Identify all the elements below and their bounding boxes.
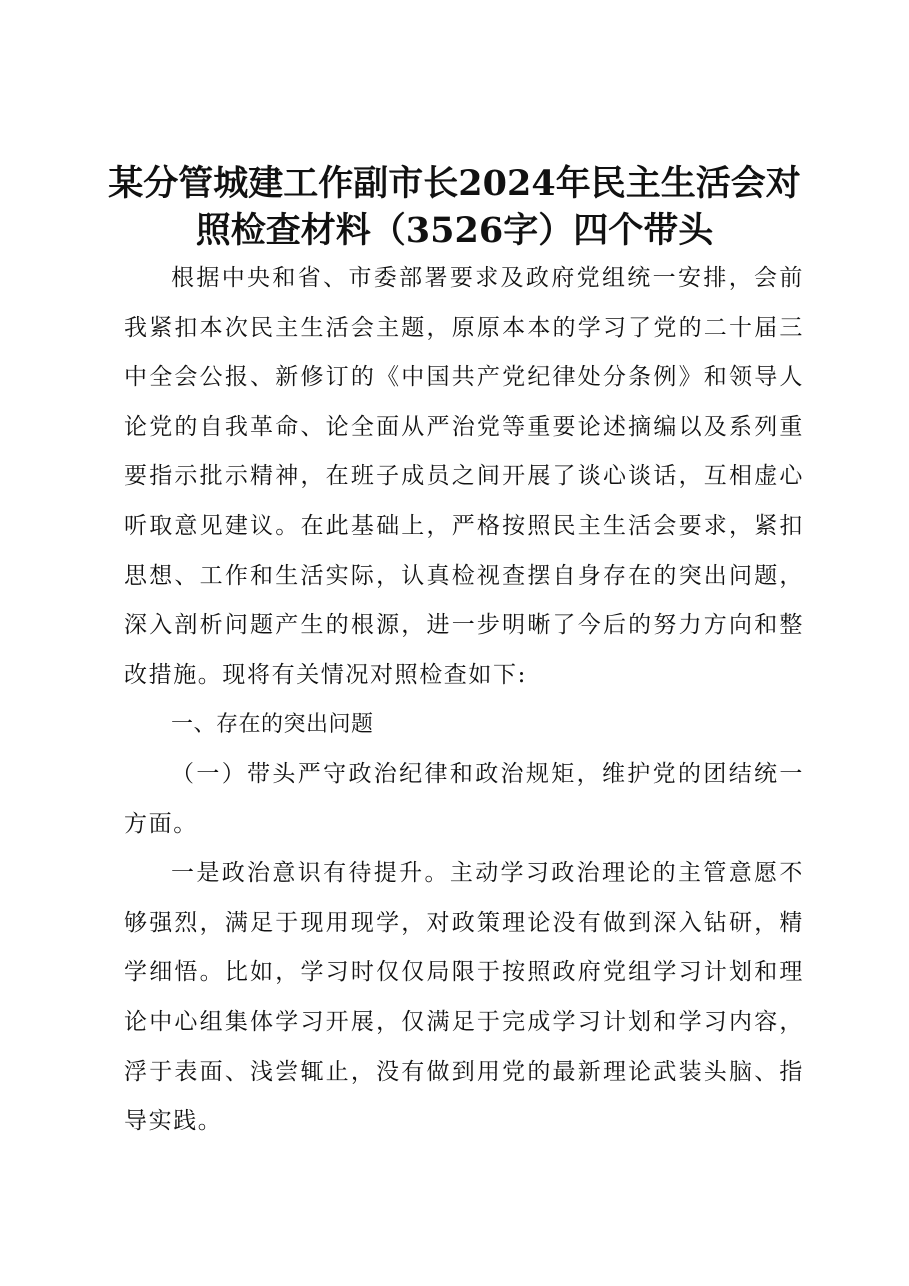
section-heading: 一、存在的突出问题 [171, 712, 374, 738]
document-body [124, 254, 804, 1147]
subsection-heading: （一）带头严守政治纪律和政治规矩，维护党的团结统一方面。 [124, 760, 804, 837]
document-title-line-1: 某分管城建工作副市长2024年民主生活会对 [108, 163, 801, 204]
document-title-line-2: 照检查材料（3526字）四个带头 [195, 210, 714, 251]
point-paragraph: 一是政治意识有待提升。主动学习政治理论的主管意愿不够强烈，满足于现用现学，对政策理论没有做到深入钻研，精学细悟。比如，学习时仅仅局限于按照政府党组学习计划和理论中心组集体学习开展，仅满足于完成学习计划和学习内容，浮于表面、浅尝辄止，没有做到用党的最新理论武装头脑、指导实践。 [124, 860, 804, 1135]
intro-paragraph: 根据中央和省、市委部署要求及政府党组统一安排，会前我紧扣本次民主生活会主题，原原本本的学习了党的二十届三中全会公报、新修订的《中国共产党纪律处分条例》和领导人论党的自我革命、论全面从严治党等重要论述摘编以及系列重要指示批示精神，在班子成员之间开展了谈心谈话，互相虚心听取意见建议。在此基础上，严格按照民主生活会要求，紧扣思想、工作和生活实际，认真检视查摆自身存在的突出问题，深入剖析问题产生的根源，进一步明晰了今后的努力方向和整改措施。现将有关情况对照检查如下: [124, 265, 804, 688]
